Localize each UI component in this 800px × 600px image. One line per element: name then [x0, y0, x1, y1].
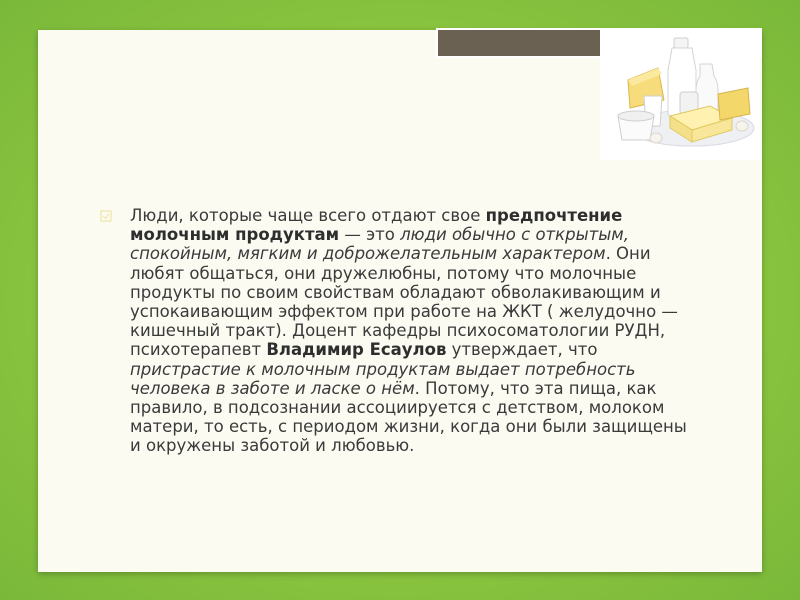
bullet-paragraph	[130, 206, 690, 456]
text-run: . Они любят общаться, они дружелюбны, потому что молочные продукты по своим свойствам обладают обволакивающим и успокаивающим эффектом при работе на ЖКТ ( желудочно — кишечный тракт). Доцент кафедры психосоматологии РУДН, психотерапевт	[130, 244, 678, 360]
bold-run-dairy-preference: предпочтение молочным продуктам	[130, 206, 623, 245]
bullet-icon	[100, 210, 112, 222]
text-run: — это	[339, 225, 401, 245]
dairy-products-illustration	[600, 30, 760, 160]
text-run: . Потому, что эта пища, как правило, в подсознании ассоциируется с детством, молоком матери, то есть, с периодом жизни, когда они были защищены и окружены заботой и любовью.	[130, 378, 687, 456]
text-run: утверждает, что	[446, 340, 598, 360]
bold-run-author-name: Владимир Есаулов	[266, 340, 447, 360]
italic-run-character: люди обычно с открытым, спокойным, мягким и доброжелательным характером	[130, 225, 629, 264]
text-run: Люди, которые чаще всего отдают свое	[130, 206, 486, 225]
italic-run-need-for-care: пристрастие к молочным продуктам выдает потребность человека в заботе и ласке о нём	[130, 359, 636, 398]
dairy-products-photo	[600, 30, 760, 160]
